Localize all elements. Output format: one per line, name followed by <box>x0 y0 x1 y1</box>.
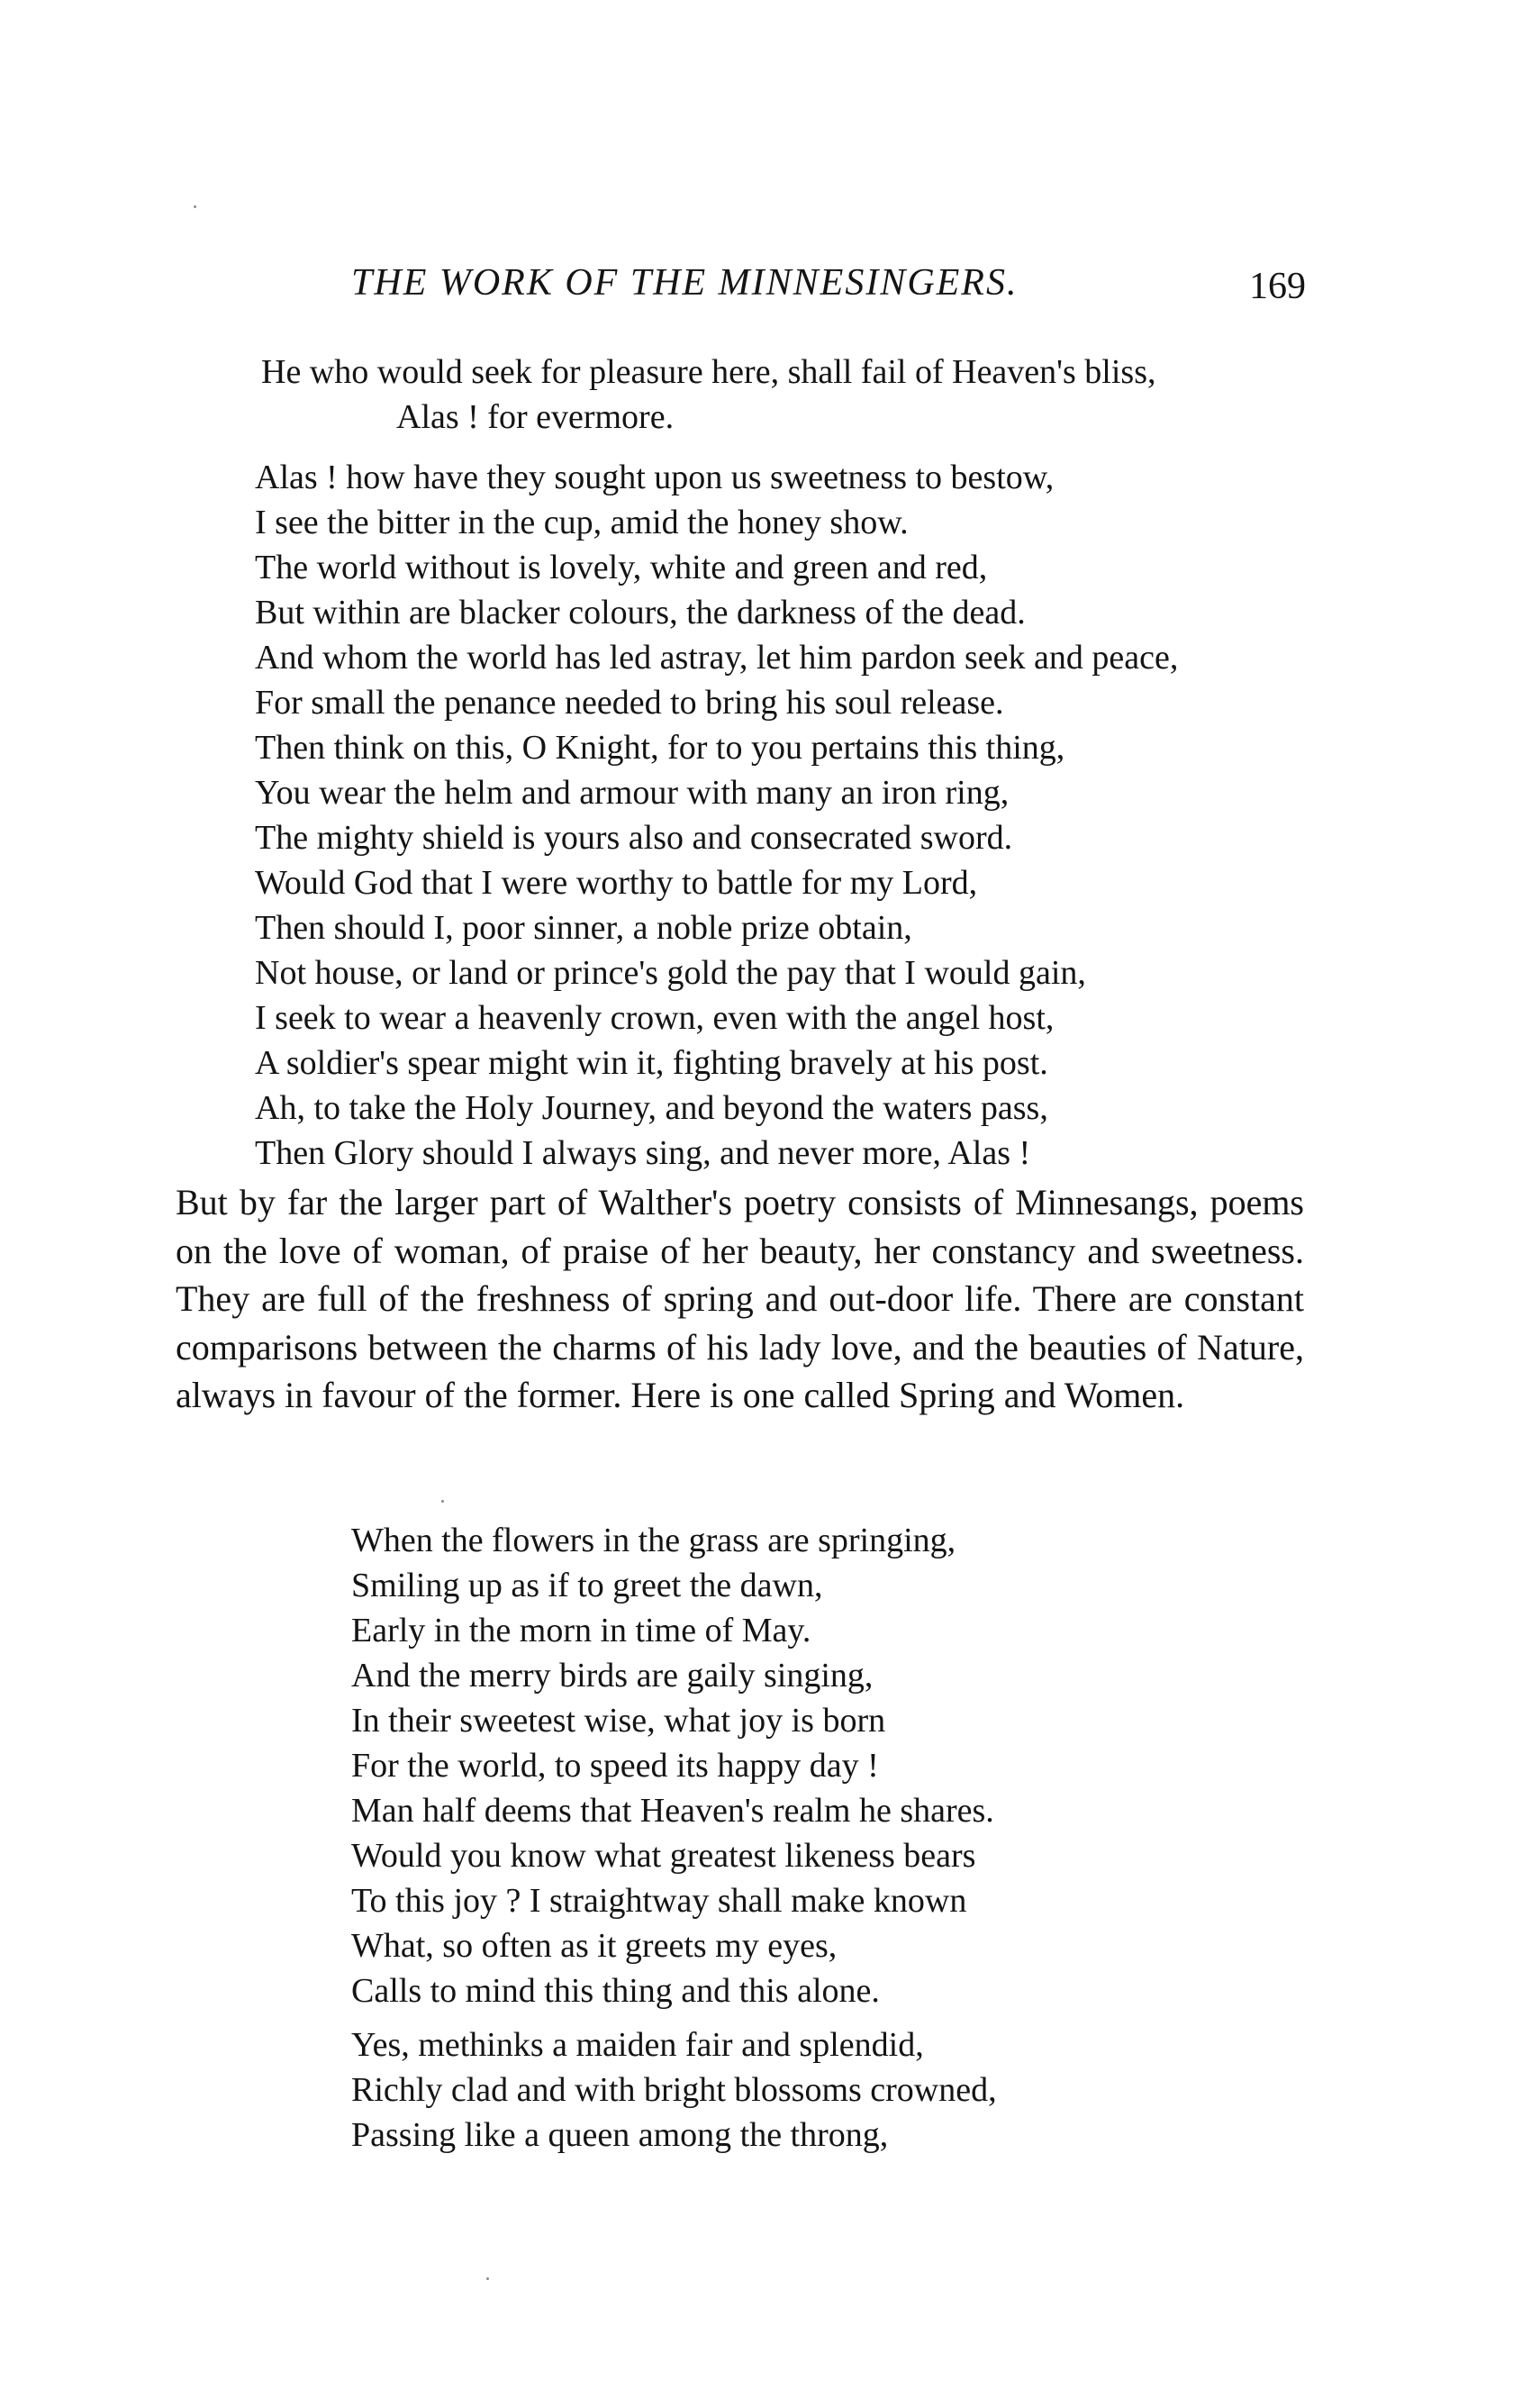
verse-line: Yes, methinks a maiden fair and splendid, <box>351 2026 924 2064</box>
verse-line: Would God that I were worthy to battle for my Lord, <box>255 864 978 902</box>
margin-speck <box>194 205 196 208</box>
verse-line: I see the bitter in the cup, amid the honey show. <box>255 504 909 541</box>
running-title: THE WORK OF THE MINNESINGERS. <box>351 262 1019 304</box>
verse-line: Would you know what greatest likeness bears <box>351 1837 976 1875</box>
verse-line: Alas ! how have they sought upon us sweetness to bestow, <box>255 459 1055 496</box>
verse-line: Smiling up as if to greet the dawn, <box>351 1567 823 1604</box>
verse-line: A soldier's spear might win it, fighting bravely at his post. <box>255 1044 1048 1082</box>
verse-line: Then think on this, O Knight, for to you pertains this thing, <box>255 729 1065 767</box>
verse-line: For small the penance needed to bring his soul release. <box>255 684 1004 722</box>
verse-line: The mighty shield is yours also and consecrated sword. <box>255 819 1013 857</box>
poem-one-stanza-b <box>255 455 1178 1176</box>
verse-line: To this joy ? I straightway shall make known <box>351 1882 967 1920</box>
verse-line: Ah, to take the Holy Journey, and beyond the waters pass, <box>255 1089 1048 1127</box>
verse-line: Then should I, poor sinner, a noble prize obtain, <box>255 909 912 947</box>
poem-one-stanza-a <box>261 350 1156 440</box>
verse-line: In their sweetest wise, what joy is born <box>351 1702 886 1740</box>
poem-two-stanza-a <box>351 1518 994 2013</box>
verse-line: Calls to mind this thing and this alone. <box>351 1972 880 2010</box>
verse-line: What, so often as it greets my eyes, <box>351 1927 838 1965</box>
margin-speck <box>486 2277 489 2280</box>
verse-line: For the world, to speed its happy day ! <box>351 1747 879 1785</box>
verse-line: Early in the morn in time of May. <box>351 1612 811 1649</box>
verse-line: And whom the world has led astray, let him pardon seek and peace, <box>255 639 1179 677</box>
verse-line: The world without is lovely, white and green and red, <box>255 549 988 586</box>
poem-two-stanza-b <box>351 2022 997 2158</box>
verse-line: I seek to wear a heavenly crown, even with the angel host, <box>255 999 1055 1037</box>
verse-line: You wear the helm and armour with many an iron ring, <box>255 774 1010 812</box>
verse-line: But within are blacker colours, the darkness of the dead. <box>255 594 1026 632</box>
verse-line: Then Glory should I always sing, and never more, Alas ! <box>255 1134 1031 1172</box>
body-paragraph: But by far the larger part of Walther's poetry consists of Minnesangs, poems on the love of woman, of praise of her beauty, her constancy and sweetness. They are full of the freshness of spring and out-door life. There are constant comparisons between the charms of his lady love, and the beauties of Nature, always in favour of the former. Here is one called Spring and Women. <box>176 1182 1304 1415</box>
verse-line: He who would seek for pleasure here, shall fail of Heaven's bliss, <box>261 353 1156 391</box>
verse-line: Passing like a queen among the throng, <box>351 2116 889 2154</box>
verse-line: When the flowers in the grass are springing, <box>351 1522 956 1559</box>
verse-line: And the merry birds are gaily singing, <box>351 1657 874 1695</box>
verse-line: Not house, or land or prince's gold the pay that I would gain, <box>255 954 1086 992</box>
page-header <box>351 261 1306 315</box>
page-number: 169 <box>1249 266 1306 307</box>
verse-line: Man half deems that Heaven's realm he shares. <box>351 1792 994 1830</box>
verse-line: Alas ! for evermore. <box>396 398 675 436</box>
margin-speck <box>441 1500 444 1503</box>
verse-line: Richly clad and with bright blossoms crowned, <box>351 2071 997 2109</box>
